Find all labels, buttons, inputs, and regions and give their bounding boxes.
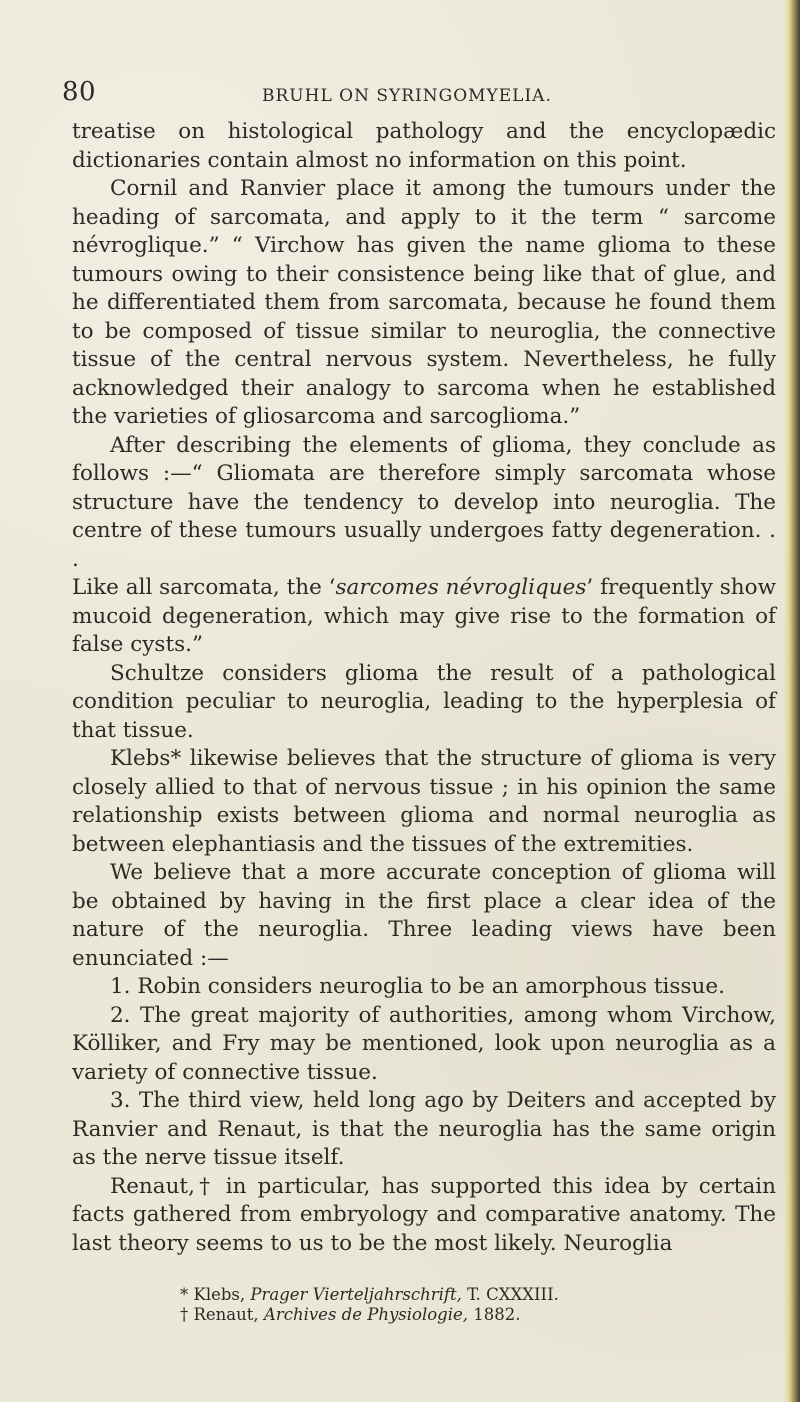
paragraph: treatise on histological pathology and the encyclopædic dictionaries contain almost no information on this point. bbox=[72, 119, 776, 173]
paragraph: Klebs* likewise believes that the structure of glioma is very closely allied to that of nervous tissue ; in his opinion the same relationship exists between glioma and normal neuroglia as between elephantiasis and the tissues of the extremities. bbox=[72, 746, 776, 857]
footnotes bbox=[180, 1285, 760, 1325]
paragraph-text: ’ frequently show mucoid degeneration, which may give rise to the formation of false cysts.” bbox=[72, 575, 776, 657]
footnote-text: * Klebs, bbox=[180, 1285, 251, 1304]
list-item: 2. The great majority of authorities, among whom Virchow, Kölliker, and Fry may be mentioned, look upon neuroglia as a variety of connective tissue. bbox=[72, 1002, 776, 1085]
list-item: 3. The third view, held long ago by Deiters and accepted by Ranvier and Renaut, is that the neuroglia has the same origin as the nerve tissue itself. bbox=[72, 1088, 776, 1170]
paragraph-text: Like all sarcomata, the ‘ bbox=[72, 575, 336, 600]
italic-term: sarcomes névrogliques bbox=[335, 575, 587, 600]
footnote-text: 1882. bbox=[468, 1305, 521, 1324]
paragraph: After describing the elements of glioma, they conclude as follows :—“ Gliomata are therefore simply sarcomata whose structure have the tendency to develop into neuroglia. The centre of these tumours usually undergoes fatty degeneration. . . bbox=[72, 432, 776, 572]
footnote-text: † Renaut, bbox=[180, 1305, 264, 1324]
paragraph: We believe that a more accurate conception of glioma will be obtained by having in the first place a clear idea of the nature of the neuroglia. Three leading views have been enunciated :— bbox=[72, 860, 776, 971]
body-text bbox=[72, 118, 776, 1258]
list-item: 1. Robin considers neuroglia to be an amorphous tissue. bbox=[110, 974, 725, 999]
page-edge bbox=[784, 0, 800, 1402]
page-number: 80 bbox=[62, 77, 97, 107]
footnote bbox=[180, 1285, 760, 1305]
footnote-source: Prager Vierteljahrschrift, bbox=[250, 1285, 462, 1304]
running-header: BRUHL ON SYRINGOMYELIA. bbox=[262, 86, 552, 106]
paragraph: Schultze considers glioma the result of a pathological condition peculiar to neuroglia, leading to the hyperplesia of that tissue. bbox=[72, 660, 776, 743]
paragraph bbox=[72, 574, 776, 660]
footnote-source: Archives de Physiologie, bbox=[263, 1305, 469, 1324]
paragraph: Renaut,† in particular, has supported this idea by certain facts gathered from embryology and comparative anatomy. The last theory seems to us to be the most likely. Neuroglia bbox=[72, 1173, 776, 1256]
footnote-text: T. CXXXIII. bbox=[461, 1285, 559, 1304]
footnote bbox=[180, 1305, 760, 1325]
paragraph: Cornil and Ranvier place it among the tumours under the heading of sarcomata, and apply to it the term “ sarcome névroglique.” “ Virchow has given the name glioma to these tumours owing to their consistence being like that of glue, and he differentiated them from sarcomata, because he found them to be composed of tissue similar to neuroglia, the connective tissue of the central nervous system. Nevertheless, he fully acknowledged their analogy to sarcoma when he established the varieties of gliosarcoma and sarcoglioma.” bbox=[72, 176, 776, 429]
